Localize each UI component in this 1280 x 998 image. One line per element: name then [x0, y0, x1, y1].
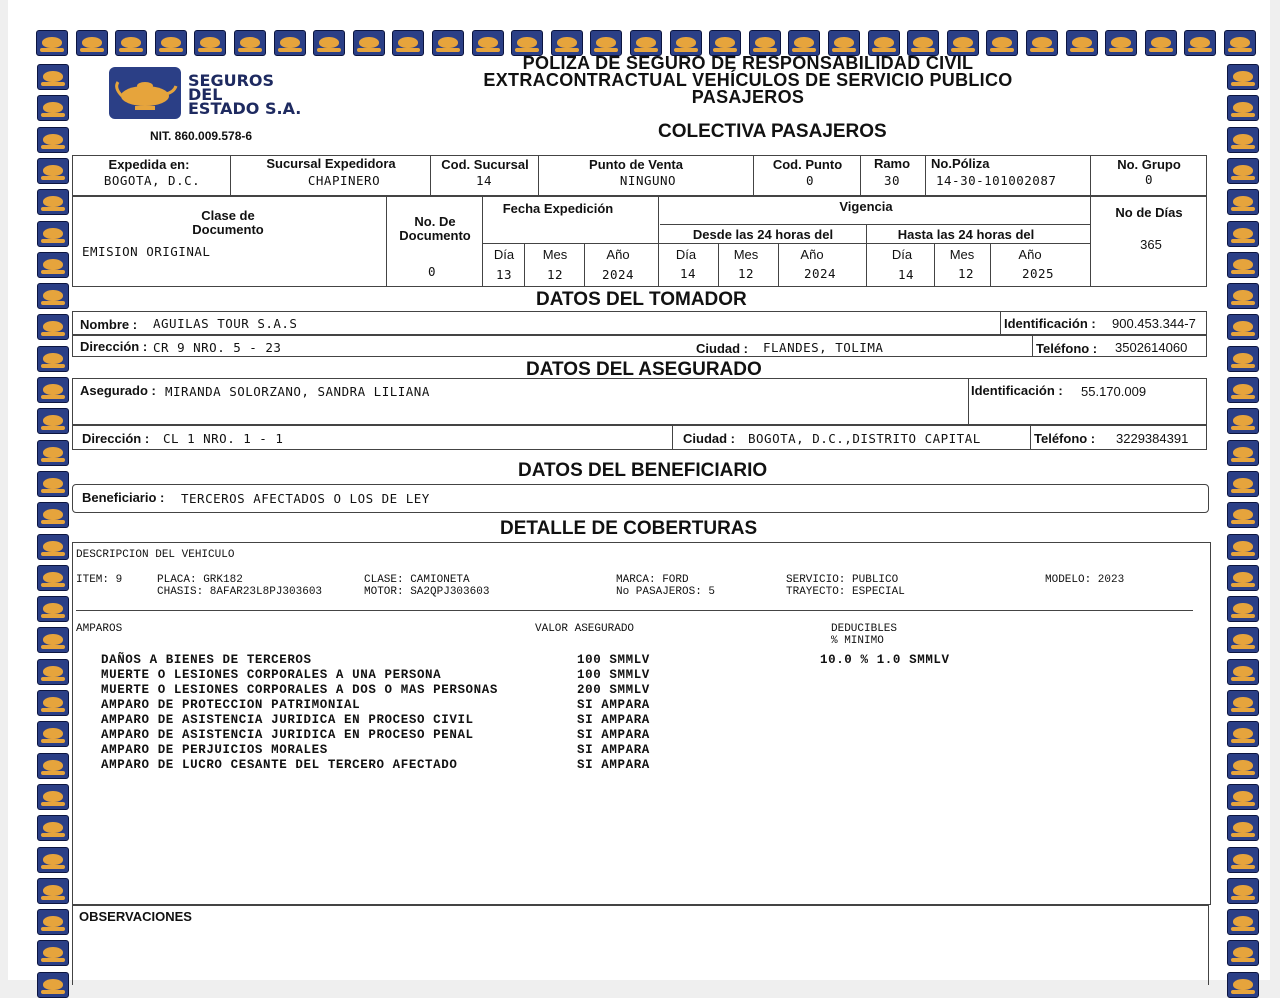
asegurado-id-value: 55.170.009 [1081, 384, 1147, 399]
lamp-logo-icon [108, 66, 182, 120]
amparo-name: MUERTE O LESIONES CORPORALES A UNA PERSONA [101, 668, 442, 682]
amparo-valor: 100 SMMLV [577, 653, 650, 667]
lamp-border-icon [1227, 909, 1259, 935]
company-name-line2: DEL [188, 85, 223, 104]
lamp-border-icon [1227, 377, 1259, 403]
hasta-mes-label: Mes [949, 247, 975, 262]
lamp-border-icon [37, 753, 69, 779]
fecha-expedicion-label: Fecha Expedición [502, 201, 614, 216]
amparo-name: AMPARO DE ASISTENCIA JURIDICA EN PROCESO PENAL [101, 728, 474, 742]
lamp-border-icon [1227, 596, 1259, 622]
tomador-nombre-label: Nombre : [80, 317, 138, 332]
lamp-border-icon [986, 30, 1018, 56]
lamp-border-icon [37, 471, 69, 497]
lamp-border-icon [37, 596, 69, 622]
amparo-name: AMPARO DE PERJUICIOS MORALES [101, 743, 328, 757]
lamp-border-icon [76, 30, 108, 56]
ramo-value: 30 [883, 173, 901, 188]
beneficiario-label: Beneficiario : [82, 490, 165, 505]
clase-documento-label-2: Documento [192, 222, 264, 237]
asegurado-ciudad-label: Ciudad : [683, 431, 735, 446]
lamp-border-icon [1227, 471, 1259, 497]
lamp-border-icon [274, 30, 306, 56]
poliza-label: No.Póliza [931, 156, 990, 171]
expedida-value: BOGOTA, D.C. [103, 173, 201, 188]
lamp-border-icon [1227, 721, 1259, 747]
lamp-border-icon [472, 30, 504, 56]
asegurado-value: MIRANDA SOLORZANO, SANDRA LILIANA [165, 384, 430, 399]
lamp-border-icon [37, 659, 69, 685]
lamp-border-icon [36, 30, 68, 56]
vehiculo-item: ITEM: 9 [76, 574, 123, 586]
vigencia-desde-label: Desde las 24 horas del [692, 227, 834, 242]
lamp-border-icon [37, 408, 69, 434]
lamp-border-icon [37, 878, 69, 904]
lamp-border-icon [1105, 30, 1137, 56]
exp-anio-label: Año [606, 247, 630, 262]
amparo-valor: 200 SMMLV [577, 683, 650, 697]
amparo-valor: SI AMPARA [577, 758, 650, 772]
lamp-border-icon [1227, 784, 1259, 810]
lamp-border-icon [1227, 690, 1259, 716]
lamp-border-icon [1066, 30, 1098, 56]
no-documento-label-2: Documento [399, 228, 471, 243]
asegurado-direccion-value: CL 1 NRO. 1 - 1 [163, 431, 284, 446]
tomador-ciudad-value: FLANDES, TOLIMA [763, 340, 884, 355]
sucursal-value: CHAPINERO [307, 173, 381, 188]
lamp-border-icon [1227, 502, 1259, 528]
asegurado-ciudad-value: BOGOTA, D.C.,DISTRITO CAPITAL [748, 431, 981, 446]
lamp-border-icon [1227, 189, 1259, 215]
cod-punto-label: Cod. Punto [772, 157, 843, 172]
hasta-anio-label: Año [1018, 247, 1042, 262]
lamp-border-icon [1227, 440, 1259, 466]
lamp-border-icon [1227, 346, 1259, 372]
sucursal-label: Sucursal Expedidora [266, 156, 396, 171]
lamp-border-icon [155, 30, 187, 56]
observaciones-label: OBSERVACIONES [79, 909, 192, 924]
beneficiario-section-title: DATOS DEL BENEFICIARIO [518, 460, 768, 481]
vehiculo-placa: PLACA: GRK182 [157, 574, 243, 586]
amparo-valor: SI AMPARA [577, 743, 650, 757]
asegurado-telefono-label: Teléfono : [1034, 431, 1096, 446]
cod-punto-value: 0 [805, 173, 815, 188]
lamp-border-icon [1227, 64, 1259, 90]
lamp-border-icon [1026, 30, 1058, 56]
lamp-border-icon [37, 815, 69, 841]
punto-venta-value: NINGUNO [619, 173, 677, 188]
lamp-border-icon [1227, 815, 1259, 841]
title-line-3: PASAJEROS [691, 87, 805, 107]
clase-documento-label-1: Clase de [201, 208, 255, 223]
vehiculo-motor: MOTOR: SA2QPJ303603 [364, 586, 490, 598]
lamp-border-icon [1227, 408, 1259, 434]
vigencia-label: Vigencia [839, 199, 893, 214]
lamp-border-icon [37, 127, 69, 153]
exp-mes-value: 12 [546, 267, 564, 282]
lamp-border-icon [234, 30, 266, 56]
amparo-valor: SI AMPARA [577, 698, 650, 712]
no-dias-value: 365 [1140, 237, 1162, 252]
lamp-border-icon [37, 784, 69, 810]
observaciones-box [72, 905, 1209, 985]
company-logo [108, 66, 314, 122]
lamp-border-icon [1224, 30, 1256, 56]
no-dias-label: No de Días [1115, 205, 1183, 220]
lamp-border-icon [37, 189, 69, 215]
policy-subtitle: COLECTIVA PASAJEROS [658, 121, 887, 142]
tomador-direccion-label: Dirección : [80, 339, 148, 354]
lamp-border-icon [37, 95, 69, 121]
lamp-border-icon [37, 690, 69, 716]
amparo-name: AMPARO DE LUCRO CESANTE DEL TERCERO AFECTADO [101, 758, 458, 772]
cod-sucursal-label: Cod. Sucursal [441, 157, 529, 172]
clase-documento-value: EMISION ORIGINAL [82, 244, 211, 259]
lamp-border-icon [37, 909, 69, 935]
lamp-border-icon [1227, 878, 1259, 904]
lamp-border-icon [1227, 127, 1259, 153]
descripcion-vehiculo-header: DESCRIPCION DEL VEHICULO [76, 549, 235, 561]
vehiculo-marca: MARCA: FORD [616, 574, 689, 586]
lamp-border-icon [1227, 565, 1259, 591]
asegurado-telefono-value: 3229384391 [1116, 431, 1189, 446]
lamp-border-icon [1227, 847, 1259, 873]
hasta-dia-value: 14 [897, 267, 915, 282]
asegurado-direccion-label: Dirección : [82, 431, 150, 446]
tomador-telefono-value: 3502614060 [1115, 340, 1188, 355]
lamp-border-icon [313, 30, 345, 56]
lamp-border-icon [37, 64, 69, 90]
tomador-ciudad-label: Ciudad : [696, 341, 748, 356]
desde-dia-label: Día [675, 247, 697, 262]
company-name-line3: ESTADO S.A. [188, 99, 302, 118]
desde-anio-value: 2024 [803, 266, 837, 281]
vehiculo-clase: CLASE: CAMIONETA [364, 574, 470, 586]
exp-anio-value: 2024 [601, 267, 635, 282]
company-name-line1: SEGUROS [188, 71, 275, 90]
company-nit: NIT. 860.009.578-6 [150, 129, 253, 143]
vigencia-hasta-label: Hasta las 24 horas del [897, 227, 1035, 242]
lamp-border-icon [37, 283, 69, 309]
cod-sucursal-value: 14 [476, 173, 493, 188]
lamp-border-icon [1227, 659, 1259, 685]
amparo-name: AMPARO DE PROTECCION PATRIMONIAL [101, 698, 361, 712]
decorative-border-right [1226, 58, 1264, 980]
amparo-deducible: 10.0 % 1.0 SMMLV [820, 653, 950, 667]
deducibles-subheader: % MINIMO [831, 635, 884, 647]
exp-dia-label: Día [493, 247, 515, 262]
amparo-name: AMPARO DE ASISTENCIA JURIDICA EN PROCESO CIVIL [101, 713, 474, 727]
coberturas-section-title: DETALLE DE COBERTURAS [500, 518, 758, 539]
lamp-border-icon [37, 377, 69, 403]
hasta-mes-value: 12 [957, 266, 975, 281]
valor-asegurado-header: VALOR ASEGURADO [535, 623, 635, 635]
deducibles-header: DEDUCIBLES [831, 623, 898, 635]
no-documento-label-1: No. De [414, 214, 456, 229]
tomador-id-value: 900.453.344-7 [1112, 316, 1196, 331]
amparo-name: DAÑOS A BIENES DE TERCEROS [101, 653, 312, 667]
lamp-border-icon [37, 940, 69, 966]
lamp-border-icon [37, 440, 69, 466]
title-line-1: POLIZA DE SEGURO DE RESPONSABILIDAD CIVIL [522, 53, 974, 73]
lamp-border-icon [37, 346, 69, 372]
vehiculo-modelo: MODELO: 2023 [1045, 574, 1125, 586]
lamp-border-icon [1184, 30, 1216, 56]
lamp-border-icon [392, 30, 424, 56]
lamp-border-icon [37, 534, 69, 560]
expedida-label: Expedida en: [108, 157, 190, 172]
lamp-border-icon [37, 314, 69, 340]
lamp-border-icon [1227, 972, 1259, 998]
grupo-label: No. Grupo [1117, 157, 1181, 172]
lamp-border-icon [1227, 221, 1259, 247]
vehiculo-servicio: SERVICIO: PUBLICO [786, 574, 899, 586]
lamp-border-icon [37, 721, 69, 747]
vehiculo-chasis: CHASIS: 8AFAR23L8PJ303603 [157, 586, 323, 598]
vehiculo-pasajeros: No PASAJEROS: 5 [616, 586, 716, 598]
tomador-telefono-label: Teléfono : [1036, 341, 1098, 356]
asegurado-id-label: Identificación : [971, 383, 1063, 398]
poliza-value: 14-30-101002087 [936, 173, 1057, 188]
lamp-border-icon [1227, 95, 1259, 121]
lamp-border-icon [1227, 252, 1259, 278]
desde-anio-label: Año [800, 247, 824, 262]
tomador-id-label: Identificación : [1004, 316, 1096, 331]
exp-dia-value: 13 [495, 267, 513, 282]
lamp-border-icon [37, 252, 69, 278]
lamp-border-icon [1227, 627, 1259, 653]
amparo-valor: SI AMPARA [577, 713, 650, 727]
lamp-border-icon [37, 627, 69, 653]
vehiculo-trayecto: TRAYECTO: ESPECIAL [786, 586, 905, 598]
desde-mes-label: Mes [733, 247, 759, 262]
desde-mes-value: 12 [737, 266, 755, 281]
grupo-value: 0 [1144, 172, 1154, 187]
asegurado-label: Asegurado : [80, 383, 156, 398]
tomador-section-title: DATOS DEL TOMADOR [536, 289, 747, 310]
desde-dia-value: 14 [679, 266, 697, 281]
lamp-border-icon [37, 502, 69, 528]
hasta-dia-label: Día [891, 247, 913, 262]
lamp-border-icon [1227, 314, 1259, 340]
lamp-border-icon [1227, 158, 1259, 184]
lamp-border-icon [1227, 940, 1259, 966]
ramo-label: Ramo [873, 156, 911, 171]
exp-mes-label: Mes [542, 247, 568, 262]
asegurado-section-title: DATOS DEL ASEGURADO [526, 359, 762, 380]
punto-venta-label: Punto de Venta [589, 157, 683, 172]
lamp-border-icon [1145, 30, 1177, 56]
lamp-border-icon [37, 158, 69, 184]
hasta-anio-value: 2025 [1021, 266, 1055, 281]
no-documento-value: 0 [428, 264, 437, 279]
lamp-border-icon [1227, 283, 1259, 309]
lamp-border-icon [115, 30, 147, 56]
lamp-border-icon [432, 30, 464, 56]
tomador-direccion-value: CR 9 NRO. 5 - 23 [153, 340, 282, 355]
amparos-header: AMPAROS [76, 623, 123, 635]
tomador-nombre-value: AGUILAS TOUR S.A.S [153, 316, 298, 331]
amparo-valor: SI AMPARA [577, 728, 650, 742]
beneficiario-value: TERCEROS AFECTADOS O LOS DE LEY [181, 491, 430, 506]
lamp-border-icon [37, 221, 69, 247]
amparo-name: MUERTE O LESIONES CORPORALES A DOS O MAS PERSONAS [101, 683, 498, 697]
lamp-border-icon [194, 30, 226, 56]
lamp-border-icon [1227, 534, 1259, 560]
amparo-valor: 100 SMMLV [577, 668, 650, 682]
lamp-border-icon [37, 847, 69, 873]
lamp-border-icon [37, 565, 69, 591]
decorative-border-left [36, 58, 72, 980]
title-line-2: EXTRACONTRACTUAL VEHÍCULOS DE SERVICIO PUBLICO [483, 70, 1013, 90]
lamp-border-icon [37, 972, 69, 998]
lamp-border-icon [353, 30, 385, 56]
lamp-border-icon [1227, 753, 1259, 779]
